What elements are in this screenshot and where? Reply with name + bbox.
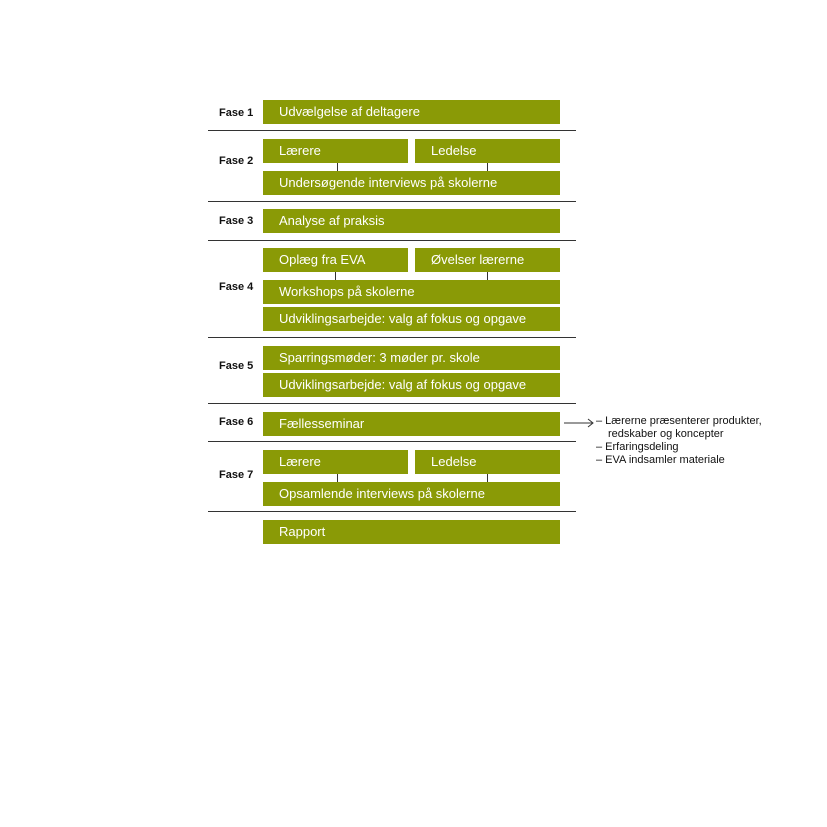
arrow-right-icon <box>564 417 596 429</box>
step-oevelser: Øvelser lærerne <box>415 248 560 272</box>
note-line: – EVA indsamler materiale <box>596 454 725 466</box>
phase-label-1: Fase 1 <box>219 107 254 119</box>
phase-divider <box>208 337 576 338</box>
note-line: – Erfaringsdeling <box>596 441 679 453</box>
step-oplaeg-eva: Oplæg fra EVA <box>263 248 408 272</box>
step-ledelse: Ledelse <box>415 450 560 474</box>
note-line: redskaber og koncepter <box>608 428 724 440</box>
phase-divider <box>208 201 576 202</box>
phase-divider <box>208 403 576 404</box>
connector-line <box>337 163 338 171</box>
step-udviklingsarbejde: Udviklingsarbejde: valg af fokus og opgave <box>263 373 560 397</box>
phase-divider <box>208 511 576 512</box>
connector-line <box>487 163 488 171</box>
step-analyse: Analyse af praksis <box>263 209 560 233</box>
step-laerere: Lærere <box>263 139 408 163</box>
seminar-notes <box>596 415 762 467</box>
note-line: – Lærerne præsenterer produkter, <box>596 415 762 427</box>
step-undersoegende-interviews: Undersøgende interviews på skolerne <box>263 171 560 195</box>
phase-label-5: Fase 5 <box>219 360 254 372</box>
step-laerere: Lærere <box>263 450 408 474</box>
step-sparringsmoeder: Sparringsmøder: 3 møder pr. skole <box>263 346 560 370</box>
step-udviklingsarbejde: Udviklingsarbejde: valg af fokus og opgave <box>263 307 560 331</box>
phase-divider <box>208 240 576 241</box>
phase-label-4: Fase 4 <box>219 281 254 293</box>
step-opsamlende-interviews: Opsamlende interviews på skolerne <box>263 482 560 506</box>
phase-label-7: Fase 7 <box>219 469 254 481</box>
connector-line <box>335 272 336 280</box>
connector-line <box>487 474 488 482</box>
phase-divider <box>208 441 576 442</box>
connector-line <box>337 474 338 482</box>
step-rapport: Rapport <box>263 520 560 544</box>
phase-label-6: Fase 6 <box>219 416 254 428</box>
connector-line <box>487 272 488 280</box>
phase-divider <box>208 130 576 131</box>
step-faellesseminar: Fællesseminar <box>263 412 560 436</box>
step-workshops: Workshops på skolerne <box>263 280 560 304</box>
phase-label-3: Fase 3 <box>219 215 254 227</box>
step-udvaelgelse: Udvælgelse af deltagere <box>263 100 560 124</box>
step-ledelse: Ledelse <box>415 139 560 163</box>
phase-label-2: Fase 2 <box>219 155 254 167</box>
